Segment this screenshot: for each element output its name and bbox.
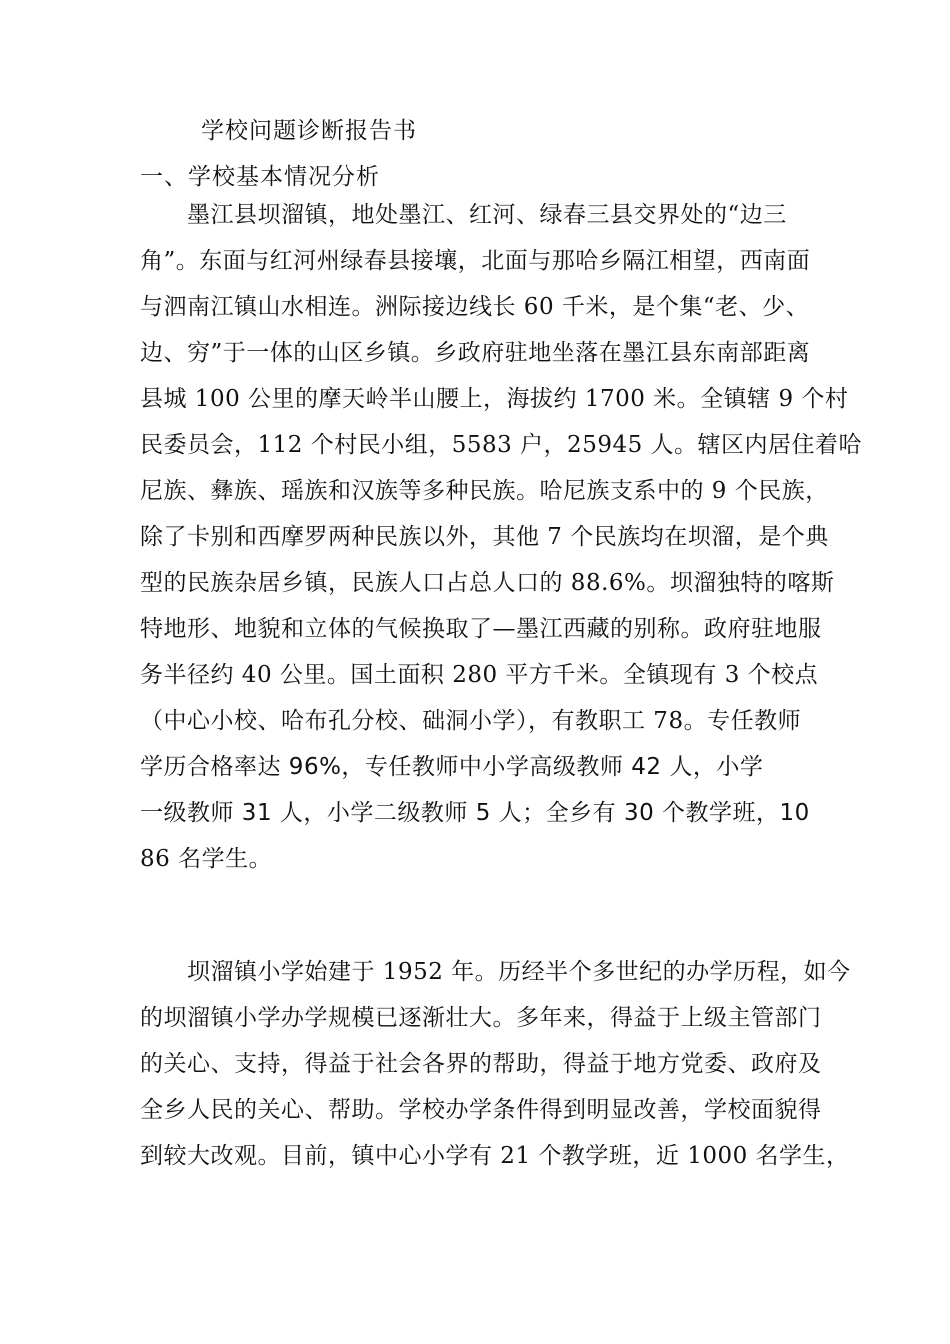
paragraph-line: 边、穷”于一体的山区乡镇。乡政府驻地坐落在墨江县东南部距离 [140,340,811,366]
paragraph-line: 到较大改观。目前，镇中心小学有 21 个教学班，近 1000 名学生， [140,1143,850,1169]
paragraph-1 [140,192,863,882]
paragraph-line: 务半径约 40 公里。国土面积 280 平方千米。全镇现有 3 个校点 [140,662,819,688]
paragraph-line: 型的民族杂居乡镇，民族人口占总人口的 88.6%。坝溜独特的喀斯 [140,570,835,596]
paragraph-line: 县城 100 公里的摩天岭半山腰上，海拔约 1700 米。全镇辖 9 个村 [140,386,849,412]
paragraph-line: 全乡人民的关心、帮助。学校办学条件得到明显改善，学校面貌得 [140,1097,822,1123]
paragraph-line: （中心小校、哈布孔分校、础洞小学），有教职工 78。专任教师 [140,708,802,734]
section-heading: 一、学校基本情况分析 [140,164,380,190]
paragraph-2 [140,949,851,1179]
paragraph-line: 尼族、彝族、瑶族和汉族等多种民族。哈尼族支系中的 9 个民族， [140,478,829,504]
paragraph-line: 角”。东面与红河州绿春县接壤，北面与那哈乡隔江相望，西南面 [140,248,811,274]
paragraph-line: 一级教师 31 人，小学二级教师 5 人；全乡有 30 个教学班，10 [140,800,810,826]
paragraph-line: 86 名学生。 [140,846,273,872]
paragraph-line: 除了卡别和西摩罗两种民族以外，其他 7 个民族均在坝溜，是个典 [140,524,829,550]
paragraph-line: 的坝溜镇小学办学规模已逐渐壮大。多年来，得益于上级主管部门 [140,1005,822,1031]
paragraph-line: 特地形、地貌和立体的气候换取了—墨江西藏的别称。政府驻地服 [140,616,822,642]
paragraph-line: 民委员会，112 个村民小组，5583 户，25945 人。辖区内居住着哈 [140,432,863,458]
paragraph-line: 坝溜镇小学始建于 1952 年。历经半个多世纪的办学历程，如今 [187,959,851,985]
paragraph-line: 与泗南江镇山水相连。洲际接边线长 60 千米，是个集“老、少、 [140,294,810,320]
paragraph-line: 学历合格率达 96%，专任教师中小学高级教师 42 人，小学 [140,754,764,780]
paragraph-line: 墨江县坝溜镇，地处墨江、红河、绿春三县交界处的“边三 [187,202,787,228]
paragraph-line: 的关心、支持，得益于社会各界的帮助，得益于地方党委、政府及 [140,1051,822,1077]
document-title: 学校问题诊断报告书 [201,118,417,144]
